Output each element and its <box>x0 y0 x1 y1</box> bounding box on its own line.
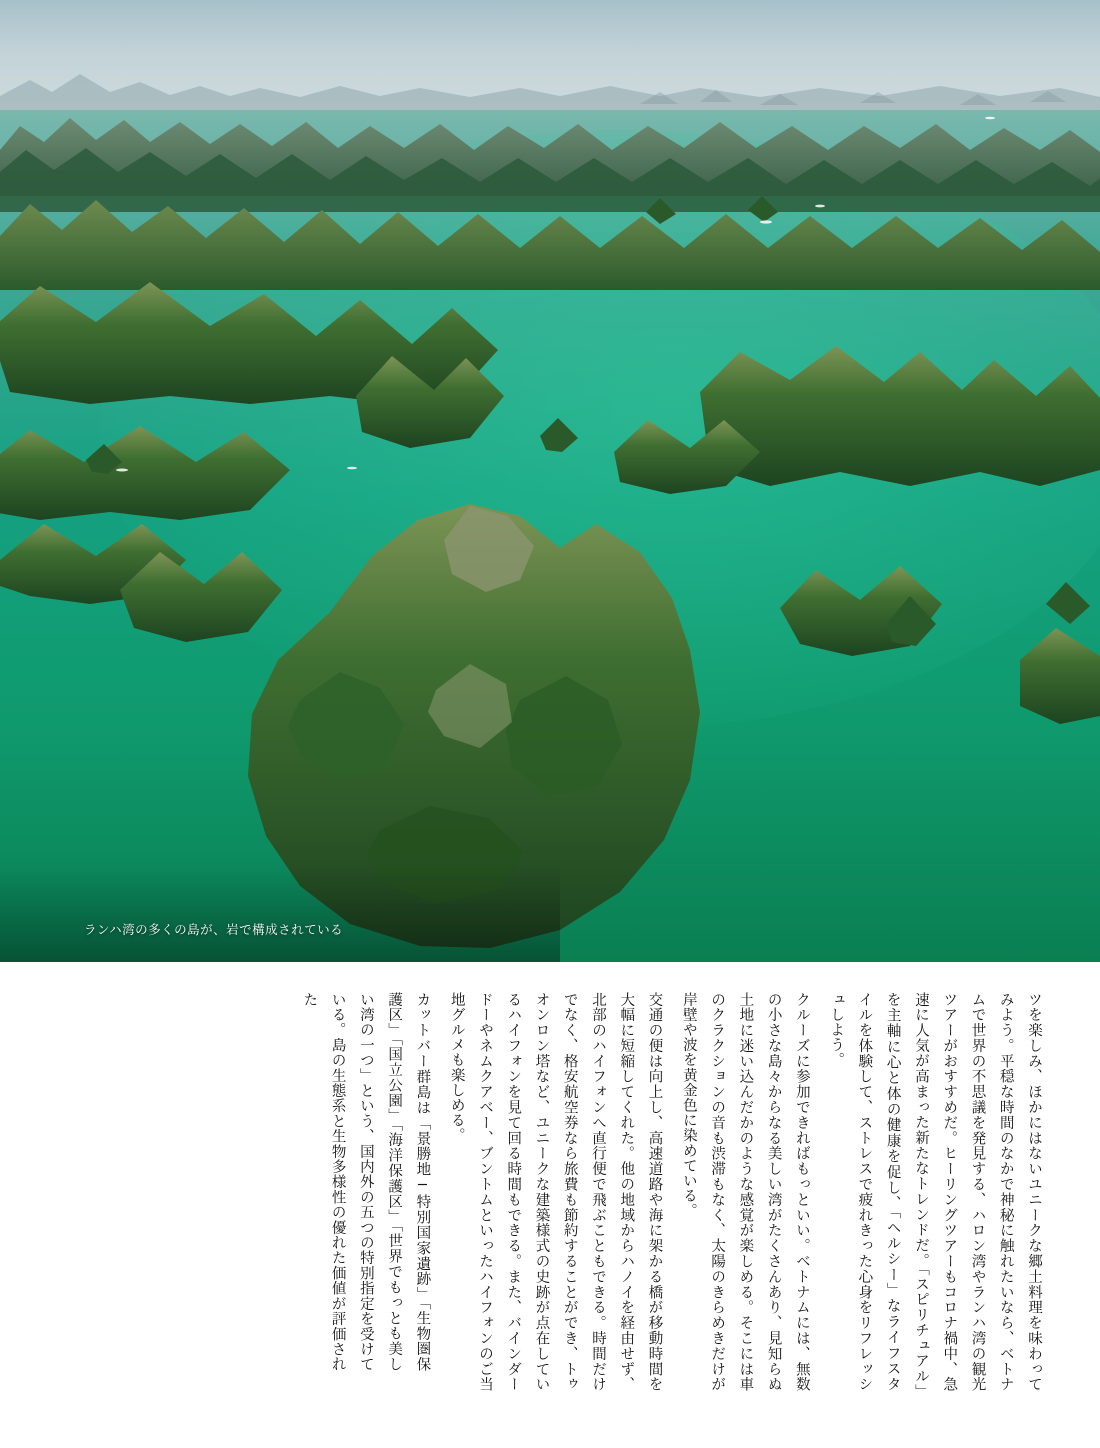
article-text-area <box>0 962 1100 1448</box>
article-column-4: カットバー群島は「景勝地─特別国家遺跡」「生物圏保護区」「国立公園」「海洋保護区」「世界でもっとも美しい湾の一つ」という、国内外の五つの特別指定を受けている。島の生態系と生物多様性の優れた価値が評価された <box>301 992 431 1372</box>
article-column-3: 交通の便は向上し、高速道路や海に架かる橋が移動時間を大幅に短縮してくれた。他の地域からハノイを経由せず、北部のハイフォンへ直行便で飛ぶこともできる。時間だけでなく、格安航空券なら旅費も節約することができ、トゥオンロン塔など、ユニークな建築様式の史跡が点在しているハイフォンを見て回る時間もできる。また、バインダードーやネムクアベー、ブントムといったハイフォンのご当地グルメも楽しめる。 <box>448 992 663 1392</box>
article-columns <box>289 992 1048 1412</box>
article-column-2: クルーズに参加できればもっといい。ベトナムには、無数の小さな島々からなる美しい湾がたくさんあり、見知らぬ土地に迷い込んだかのような感覚が楽しめる。そこには車のクラクションの音も渋滞もなく、太陽のきらめきだけが岸壁や波を黄金色に染めている。 <box>680 992 810 1392</box>
article-column-1: ツを楽しみ、ほかにはないユニークな郷土料理を味わってみよう。平穏な時間のなかで神秘に触れたいなら、ベトナムで世界の不思議を発見する、ハロン湾やランハ湾の観光ツアーがおすすめだ。ヒーリングツアーもコロナ禍中、急速に人気が高まった新たなトレンドだ。「スピリチュアル」を主軸に心と体の健康を促し、「ヘルシー」なライフスタイルを体験して、ストレスで疲れきった心身をリフレッシュしよう。 <box>828 992 1042 1392</box>
photo-caption: ランハ湾の多くの島が、岩で構成されている <box>84 923 344 937</box>
